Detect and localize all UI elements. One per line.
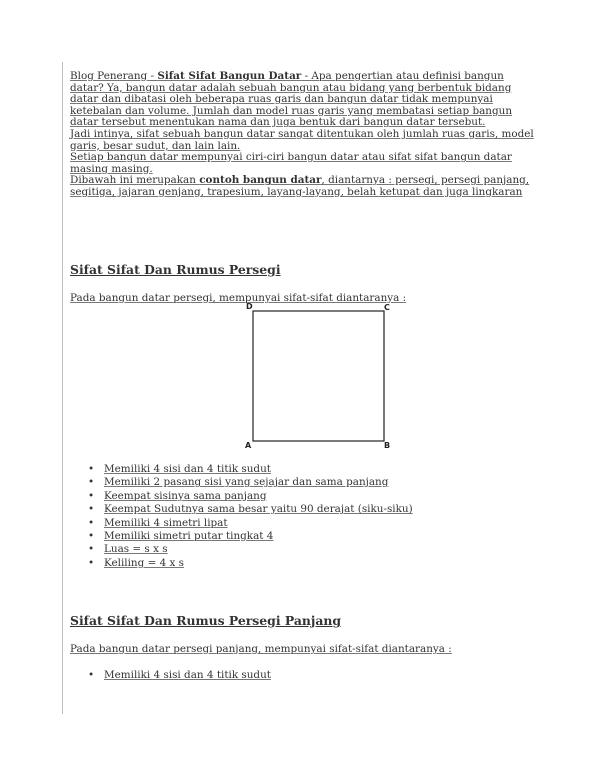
- list-item: • Memiliki 2 pasang sisi yang sejajar dan sama panjang: [70, 476, 413, 489]
- site-link[interactable]: Blog Penerang: [70, 70, 148, 82]
- intro-section: [70, 71, 540, 199]
- label-b: B: [384, 441, 391, 450]
- article-title: Sifat Sifat Bangun Datar: [157, 70, 302, 82]
- separator: -: [147, 70, 158, 82]
- intro-text-4b: , diantarnya : persegi, persegi panjang, segitiga, jajaran genjang, trapesium, layang-layang, belah ketupat dan juga lingkaran: [70, 174, 530, 198]
- list-item: • Memiliki 4 simetri lipat: [70, 517, 413, 530]
- lead-persegi-panjang: Pada bangun datar persegi panjang, mempunyai sifat-sifat diantaranya :: [70, 643, 452, 655]
- intro-paragraph-3: Setiap bangun datar mempunyai ciri-ciri bangun datar atau sifat sifat bangun datar masing masing.: [70, 151, 512, 175]
- intro-text-4a: Dibawah ini merupakan: [70, 174, 200, 187]
- list-item: • Keempat sisinya sama panjang: [70, 490, 413, 503]
- list-persegi-panjang: [70, 669, 271, 682]
- lead-persegi: Pada bangun datar persegi, mempunyai sifat-sifat diantaranya :: [70, 292, 407, 304]
- intro-paragraph-2: Jadi intinya, sifat sebuah bangun datar sangat ditentukan oleh jumlah ruas garis, model garis, besar sudut, dan lain lain.: [70, 127, 534, 152]
- page-margin-line: [62, 62, 63, 714]
- square-shape: [253, 311, 384, 441]
- intro-paragraph-4: [70, 175, 540, 198]
- label-c: C: [384, 303, 390, 312]
- intro-text-1: - Apa pengertian atau definisi bangun datar? Ya, bangun datar adalah sebuah bangun atau bidang yang berbentuk bidang datar dan dibatasi oleh beberapa ruas garis dan bangun datar tidak mempunyai ketebalan dan volume. Jumlah dan model ruas garis yang membatasi setiap bangun datar tersebut menentukan nama dan juga bentuk dari bangun datar tersebut.: [70, 70, 513, 129]
- list-item: • Memiliki simetri putar tingkat 4: [70, 530, 413, 543]
- list-item: • Memiliki 4 sisi dan 4 titik sudut: [70, 463, 413, 476]
- heading-persegi-panjang: Sifat Sifat Dan Rumus Persegi Panjang: [70, 613, 342, 628]
- list-item: • Memiliki 4 sisi dan 4 titik sudut: [70, 669, 271, 682]
- intro-paragraph-1: [70, 71, 540, 129]
- label-d: D: [246, 302, 253, 311]
- contoh-link[interactable]: contoh bangun datar: [199, 174, 322, 187]
- list-item: • Keempat Sudutnya sama besar yaitu 90 derajat (siku-siku): [70, 503, 413, 516]
- list-item: • Keliling = 4 x s: [70, 557, 413, 570]
- label-a: A: [245, 441, 252, 450]
- heading-persegi: Sifat Sifat Dan Rumus Persegi: [70, 262, 281, 277]
- list-item: • Luas = s x s: [70, 543, 413, 556]
- square-figure: [240, 300, 400, 452]
- list-persegi: [70, 463, 413, 570]
